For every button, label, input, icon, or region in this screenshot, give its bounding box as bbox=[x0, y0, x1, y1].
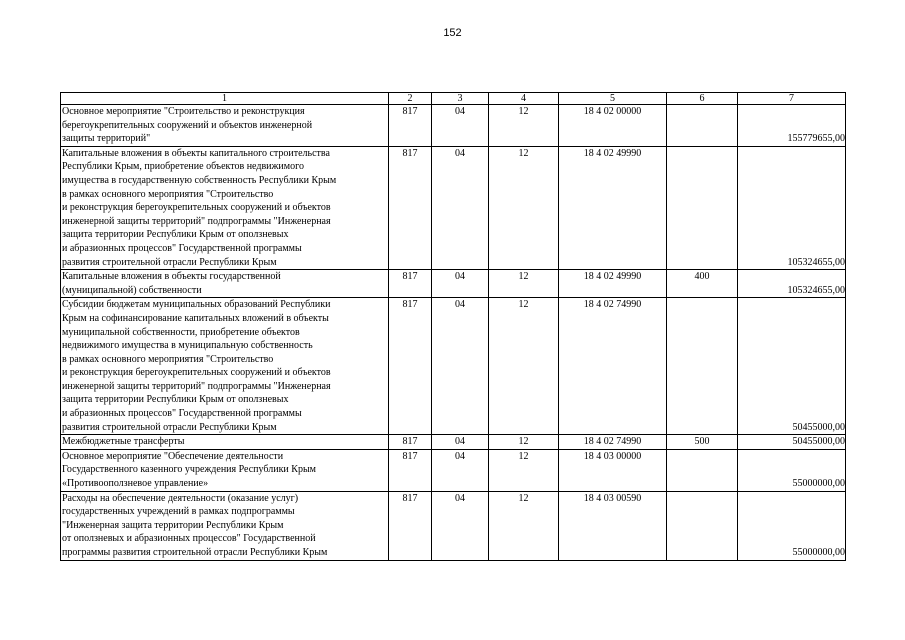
section-code-cell: 04 bbox=[432, 146, 489, 269]
expense-name-cell bbox=[61, 105, 389, 147]
section-code-cell: 04 bbox=[432, 270, 489, 298]
column-header: 2 bbox=[389, 93, 432, 105]
amount-cell: 55000000,00 bbox=[738, 449, 846, 491]
column-header: 1 bbox=[61, 93, 389, 105]
amount-cell: 50455000,00 bbox=[738, 298, 846, 435]
target-article-cell: 18 4 02 00000 bbox=[559, 105, 667, 147]
subsection-code-cell: 12 bbox=[489, 435, 559, 450]
expense-name-line: и абразионных процессов" Государственной программы bbox=[62, 408, 302, 420]
table-row bbox=[61, 449, 846, 491]
expense-name-line: и абразионных процессов" Государственной программы bbox=[62, 242, 302, 254]
ministry-code-cell: 817 bbox=[389, 435, 432, 450]
section-code-cell: 04 bbox=[432, 105, 489, 147]
expense-name-line: Межбюджетные трансферты bbox=[62, 436, 185, 448]
expense-name-line: Основное мероприятие "Строительство и реконструкция bbox=[62, 106, 305, 117]
ministry-code-cell: 817 bbox=[389, 298, 432, 435]
section-code-cell: 04 bbox=[432, 491, 489, 560]
amount-cell: 105324655,00 bbox=[738, 270, 846, 298]
expense-type-cell bbox=[667, 491, 738, 560]
expense-name-line: Основное мероприятие "Обеспечение деятельности bbox=[62, 450, 284, 462]
expense-name-line: Республики Крым, приобретение объектов недвижимого bbox=[62, 161, 304, 173]
expense-name-line: защита территории Республики Крым от оползневых bbox=[62, 229, 289, 241]
expense-name-line: (муниципальной) собственности bbox=[62, 284, 202, 296]
subsection-code-cell: 12 bbox=[489, 449, 559, 491]
expense-type-cell bbox=[667, 449, 738, 491]
expense-name-line: от оползневых и абразионных процессов" Государственной bbox=[62, 533, 316, 545]
target-article-cell: 18 4 02 49990 bbox=[559, 270, 667, 298]
expense-name-line: Капитальные вложения в объекты государственной bbox=[62, 271, 281, 283]
amount-cell: 55000000,00 bbox=[738, 491, 846, 560]
section-code-cell: 04 bbox=[432, 435, 489, 450]
expense-name-line: и реконструкция берегоукрепительных сооружений и объектов bbox=[62, 202, 331, 214]
expense-name-line: развития строительной отрасли Республики Крым bbox=[62, 256, 277, 268]
ministry-code-cell: 817 bbox=[389, 105, 432, 147]
expense-name-line: защиты территорий" bbox=[62, 133, 151, 145]
column-header: 6 bbox=[667, 93, 738, 105]
subsection-code-cell: 12 bbox=[489, 298, 559, 435]
ministry-code-cell: 817 bbox=[389, 270, 432, 298]
subsection-code-cell: 12 bbox=[489, 105, 559, 147]
table-row bbox=[61, 146, 846, 269]
expense-name-cell bbox=[61, 491, 389, 560]
amount-cell: 50455000,00 bbox=[738, 435, 846, 450]
column-header: 3 bbox=[432, 93, 489, 105]
expense-name-cell bbox=[61, 435, 389, 450]
expense-name-line: Расходы на обеспечение деятельности (оказание услуг) bbox=[62, 492, 299, 504]
amount-cell: 155779655,00 bbox=[738, 105, 846, 147]
expense-name-line: и реконструкция берегоукрепительных сооружений и объектов bbox=[62, 367, 331, 379]
expense-name-line: имущества в государственную собственность Республики Крым bbox=[62, 174, 337, 186]
expense-name-line: инженерной защиты территорий" подпрограммы "Инженерная bbox=[62, 215, 331, 227]
expense-name-line: Капитальные вложения в объекты капитального строительства bbox=[62, 147, 330, 159]
column-header: 4 bbox=[489, 93, 559, 105]
expense-type-cell: 500 bbox=[667, 435, 738, 450]
table-row bbox=[61, 435, 846, 450]
target-article-cell: 18 4 02 74990 bbox=[559, 298, 667, 435]
subsection-code-cell: 12 bbox=[489, 270, 559, 298]
target-article-cell: 18 4 03 00590 bbox=[559, 491, 667, 560]
expense-name-line: муниципальной собственности, приобретение объектов bbox=[62, 326, 300, 338]
expense-name-line: в рамках основного мероприятия "Строительство bbox=[62, 188, 274, 200]
expense-name-line: Государственного казенного учреждения Республики Крым bbox=[62, 464, 316, 476]
table-row bbox=[61, 105, 846, 147]
expense-name-line: берегоукрепительных сооружений и объектов инженерной bbox=[62, 119, 313, 131]
expense-name-line: программы развития строительной отрасли Республики Крым bbox=[62, 547, 328, 558]
target-article-cell: 18 4 02 49990 bbox=[559, 146, 667, 269]
section-code-cell: 04 bbox=[432, 449, 489, 491]
expense-name-line: защита территории Республики Крым от оползневых bbox=[62, 394, 289, 406]
page-number: 152 bbox=[443, 27, 462, 39]
expense-name-line: «Противооползневое управление» bbox=[62, 478, 209, 490]
expense-name-line: недвижимого имущества в муниципальную собственность bbox=[62, 340, 313, 352]
expense-type-cell bbox=[667, 105, 738, 147]
expense-name-line: в рамках основного мероприятия "Строительство bbox=[62, 353, 274, 365]
expense-name-line: Субсидии бюджетам муниципальных образований Республики bbox=[62, 299, 331, 311]
expense-name-line: государственных учреждений в рамках подпрограммы bbox=[62, 506, 295, 518]
table-row bbox=[61, 298, 846, 435]
ministry-code-cell: 817 bbox=[389, 491, 432, 560]
expense-name-line: "Инженерная защита территории Республики Крым bbox=[62, 519, 284, 531]
column-header: 7 bbox=[738, 93, 846, 105]
table-row bbox=[61, 491, 846, 560]
ministry-code-cell: 817 bbox=[389, 449, 432, 491]
expense-name-cell bbox=[61, 298, 389, 435]
expense-name-cell bbox=[61, 449, 389, 491]
table-header-row bbox=[61, 93, 846, 105]
expense-type-cell bbox=[667, 298, 738, 435]
expense-name-cell bbox=[61, 146, 389, 269]
subsection-code-cell: 12 bbox=[489, 146, 559, 269]
expense-type-cell bbox=[667, 146, 738, 269]
subsection-code-cell: 12 bbox=[489, 491, 559, 560]
table-row bbox=[61, 270, 846, 298]
target-article-cell: 18 4 03 00000 bbox=[559, 449, 667, 491]
ministry-code-cell: 817 bbox=[389, 146, 432, 269]
expense-type-cell: 400 bbox=[667, 270, 738, 298]
expense-name-cell bbox=[61, 270, 389, 298]
amount-cell: 105324655,00 bbox=[738, 146, 846, 269]
expense-name-line: развития строительной отрасли Республики Крым bbox=[62, 421, 277, 433]
target-article-cell: 18 4 02 74990 bbox=[559, 435, 667, 450]
section-code-cell: 04 bbox=[432, 298, 489, 435]
expense-name-line: инженерной защиты территорий" подпрограммы "Инженерная bbox=[62, 380, 331, 392]
column-header: 5 bbox=[559, 93, 667, 105]
budget-table bbox=[60, 92, 846, 561]
expense-name-line: Крым на софинансирование капитальных вложений в объекты bbox=[62, 312, 329, 324]
